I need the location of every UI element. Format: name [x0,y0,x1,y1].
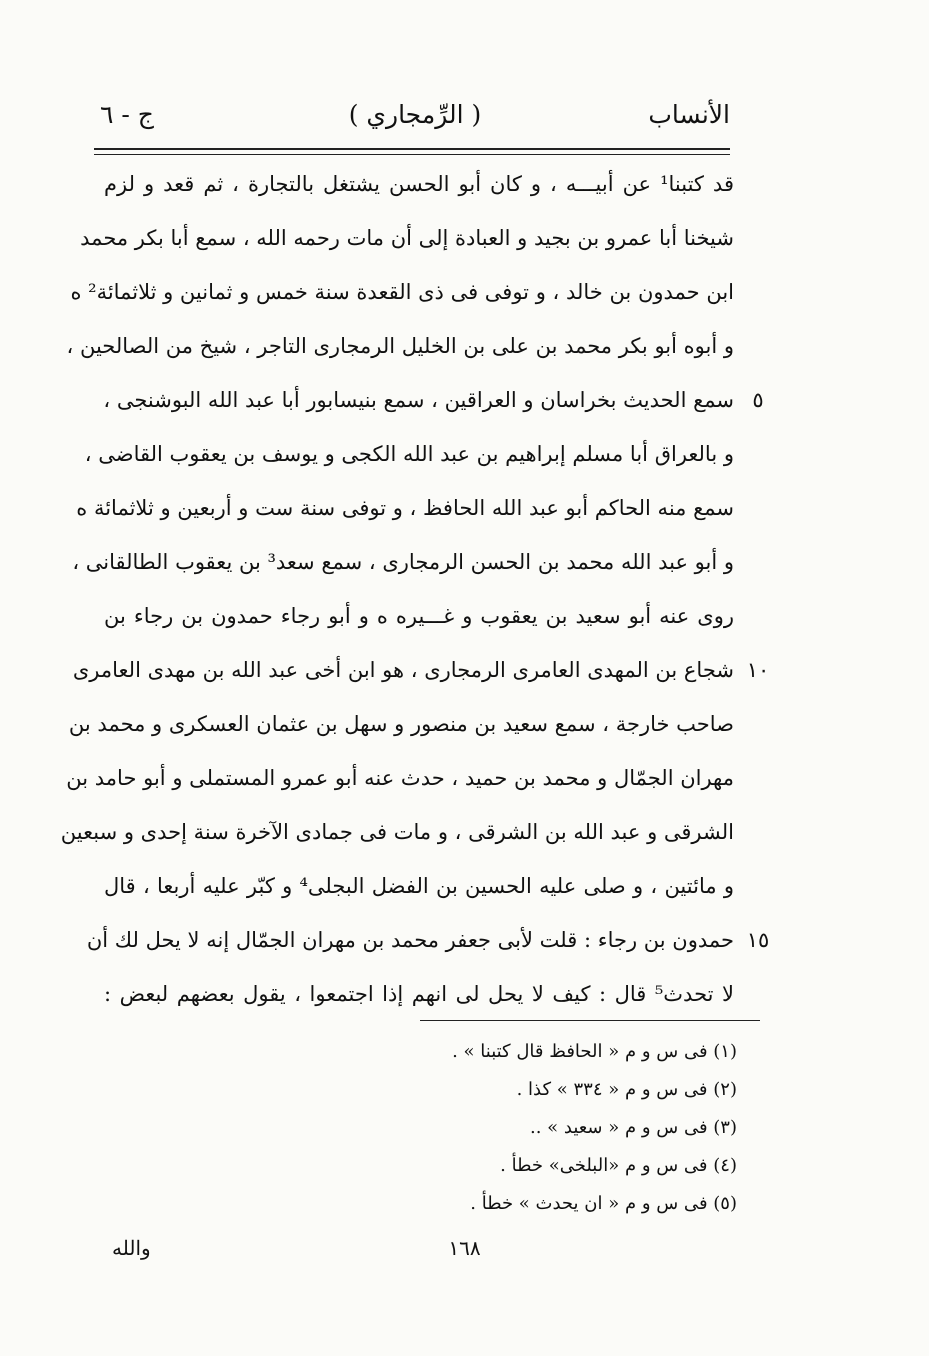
line-number: ١٠ [746,658,770,682]
catchword: والله [112,1236,151,1260]
text-line: ابن حمدون بن خالد ، و توفى فى ذى القعدة سنة خمس و ثمانين و ثلاثمائة² ه [70,280,734,304]
footnote: (٢) فى س و م « ٣٣٤ » كذا . [516,1079,737,1100]
footnote-rule [420,1020,760,1021]
text-line: سمع منه الحاكم أبو عبد الله الحافظ ، و توفى سنة ست و أربعين و ثلاثمائة ه [76,496,734,520]
header-entry: ( الرِّمجاري ) [348,100,482,129]
text-line: حمدون بن رجاء : قلت لأبى جعفر محمد بن مهران الجمّال إنه لا يحل لك أن [86,928,734,952]
text-line: شيخنا أبا عمرو بن بجيد و العبادة إلى أن مات رحمه الله ، سمع أبا بكر محمد [80,226,734,250]
line-number: ١٥ [746,928,770,952]
page-number: ١٦٨ [448,1236,481,1260]
text-line: روى عنه أبو سعيد بن يعقوب و غـــيره ه و أبو رجاء حمدون بن رجاء بن [104,604,734,628]
text-line: و أبوه أبو بكر محمد بن على بن الخليل الرمجارى التاجر ، شيخ من الصالحين ، [66,334,734,358]
text-line: شجاع بن المهدى العامرى الرمجارى ، هو ابن أخى عبد الله بن مهدى العامرى [72,658,734,682]
text-line: و مائتين ، و صلى عليه الحسين بن الفضل البجلى⁴ و كبّر عليه أربعا ، قال [104,874,734,898]
header-volume: ج - ٦ [100,100,154,129]
footnote: (١) فى س و م « الحافظ قال كتبنا » . [452,1041,737,1062]
header-rule-thick [94,148,730,150]
text-line: قد كتبنا¹ عن أبيـــه ، و كان أبو الحسن يشتغل بالتجارة ، ثم قعد و لزم [104,172,734,196]
text-line: الشرقى و عبد الله بن الشرقى ، و مات فى جمادى الآخرة سنة إحدى و سبعين [60,820,734,844]
text-line: سمع الحديث بخراسان و العراقين ، سمع بنيسابور أبا عبد الله البوشنجى ، [103,388,734,412]
text-line: لا تحدث⁵ قال : كيف لا يحل لى انهم إذا اجتمعوا ، يقول بعضهم لبعض : [104,982,734,1006]
text-line: مهران الجمّال و محمد بن حميد ، حدث عنه أبو عمرو المستملى و أبو حامد بن [66,766,734,790]
header-rule-thin [94,154,730,155]
footnote: (٣) فى س و م « سعيد » .. [529,1117,737,1138]
text-line: و أبو عبد الله محمد بن الحسن الرمجارى ، سمع سعد³ بن يعقوب الطالقانى ، [72,550,734,574]
text-line: و بالعراق أبا مسلم إبراهيم بن عبد الله الكجى و يوسف بن يعقوب القاضى ، [84,442,734,466]
running-header [100,100,730,140]
footnote: (٥) فى س و م « ان يحدث » خطأ . [470,1193,737,1214]
footnote: (٤) فى س و م «البلخى» خطأ . [500,1155,737,1176]
line-number: ٥ [752,388,764,412]
header-title: الأنساب [648,100,730,129]
text-line: صاحب خارجة ، سمع سعيد بن منصور و سهل بن عثمان العسكرى و محمد بن [68,712,734,736]
